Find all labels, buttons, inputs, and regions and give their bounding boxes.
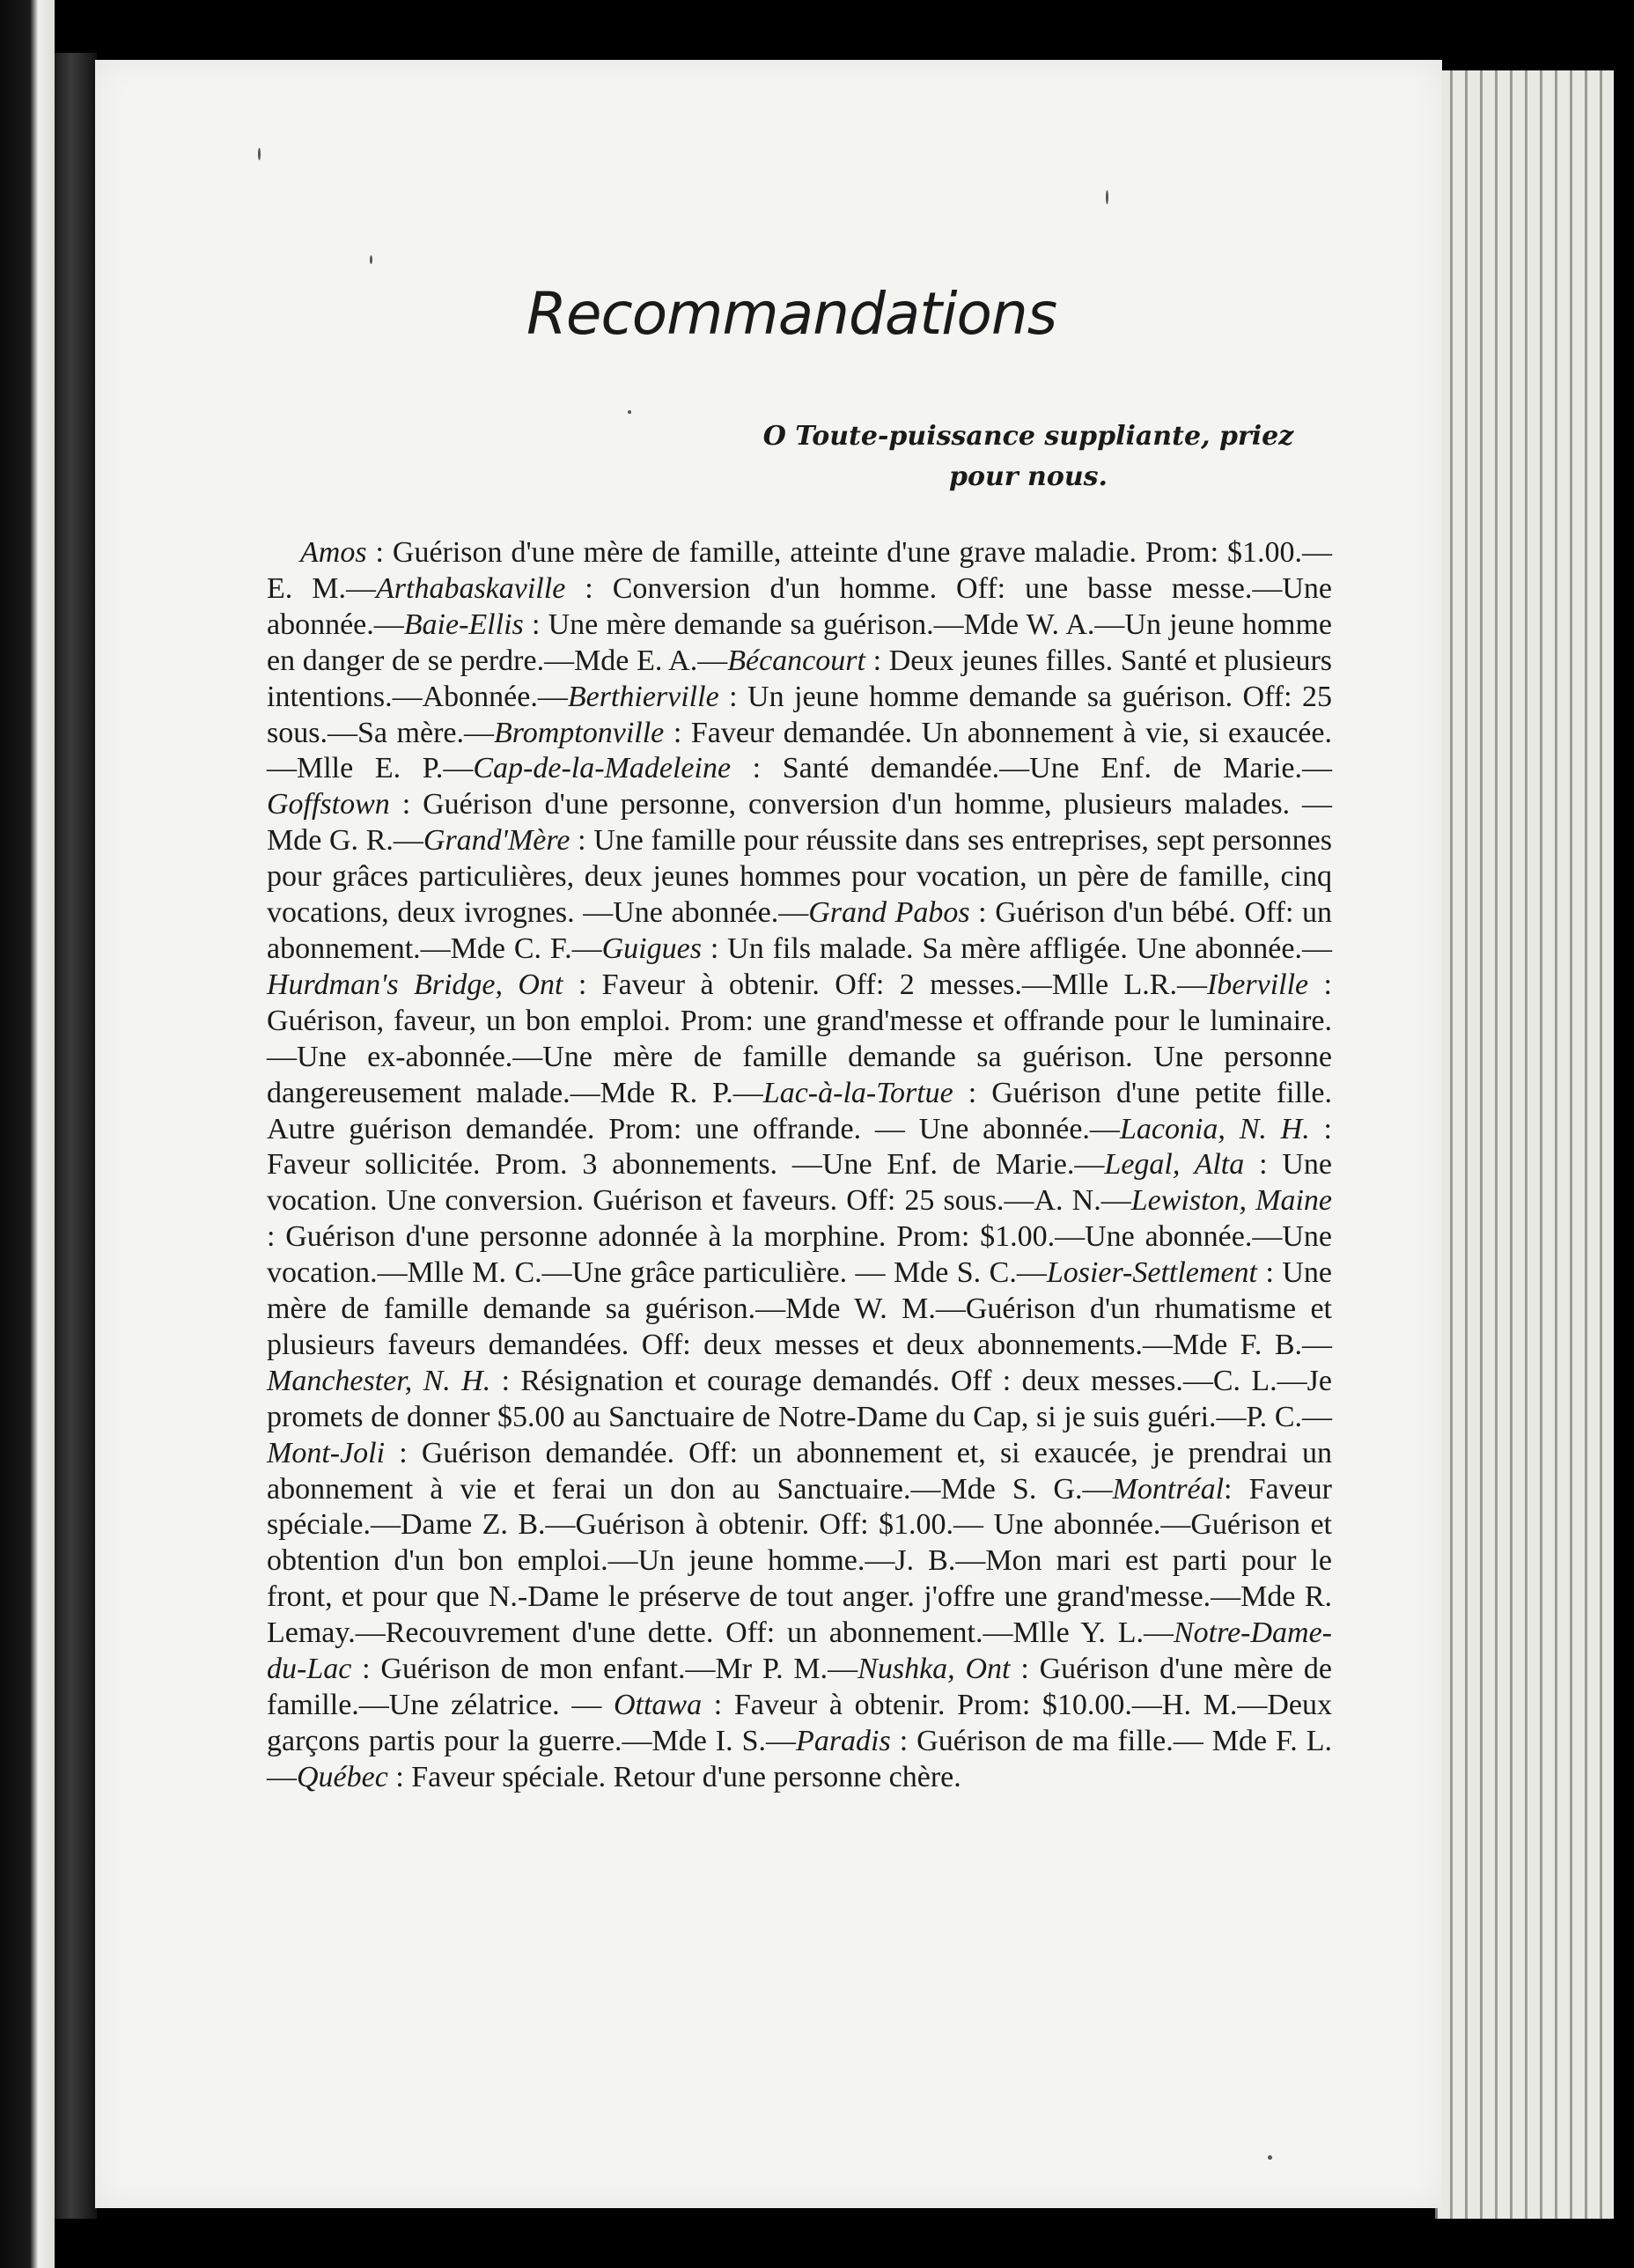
entry-place: Arthabaskaville xyxy=(376,571,566,605)
scan-speck xyxy=(258,148,261,160)
entry-text: : Guérison d'un bébé. Off: un abonnement.—Mde C. F.— xyxy=(267,896,1332,965)
entry-place: Legal, Alta xyxy=(1104,1148,1245,1182)
entry-text: : Guérison demandée. Off: un abonnement et, si exaucée, je prendrai un abonnement à vie et ferai un don au Sanctuaire.—Mde S. G.— xyxy=(267,1436,1332,1506)
recommendation-entry xyxy=(267,968,1207,1001)
recommendation-entry xyxy=(297,1761,961,1793)
entry-text: : Faveur spéciale. Retour d'une personne chère. xyxy=(387,1760,961,1793)
entry-place: Manchester, N. H. xyxy=(267,1364,491,1397)
entry-place: Montréal xyxy=(1112,1472,1225,1506)
entry-place: Amos xyxy=(300,536,367,569)
recommendation-entry xyxy=(602,932,1332,965)
book-gutter xyxy=(55,53,97,2219)
entry-text: : Guérison d'une mère de famille, atteinte d'une grave maladie. Prom: $1.00.—E. M.— xyxy=(267,536,1332,605)
entry-text: : Faveur à obtenir. Off: 2 messes.—Mlle L.R.— xyxy=(563,968,1207,1001)
scan-speck xyxy=(1268,2155,1272,2160)
entry-place: Laconia, N. H. xyxy=(1119,1112,1310,1145)
entry-place: Grand'Mère xyxy=(423,824,570,858)
entry-place: Notre-Dame-du-Lac xyxy=(267,1616,1332,1686)
scan-speck xyxy=(628,410,631,414)
entry-text: : Un jeune homme demande sa guérison. Off: 25 sous.—Sa mère.— xyxy=(267,680,1332,749)
entry-place: Goffstown xyxy=(267,788,390,821)
entry-place: Nushka, Ont xyxy=(857,1653,1011,1686)
entry-text: : Un fils malade. Sa mère affligée. Une abonnée.— xyxy=(701,932,1332,965)
recommendation-entry xyxy=(267,1365,1332,1433)
entry-text: : Résignation et courage demandés. Off : deux messes.—C. L.—Je promets de donner $5.00 au Sanctuaire de Notre-Dame du Cap, si je suis guéri.—P. C.— xyxy=(267,1364,1333,1433)
entry-place: Grand Pabos xyxy=(808,896,970,930)
entry-place: Québec xyxy=(297,1760,388,1793)
invocation-line-2: pour nous. xyxy=(948,461,1108,492)
entry-place: Iberville xyxy=(1206,968,1309,1001)
entry-place: Bécancourt xyxy=(727,644,865,677)
entry-place: Ottawa xyxy=(613,1689,703,1721)
entry-place: Baie-Ellis xyxy=(403,608,524,641)
entry-text: : Guérison d'une personne adonnée à la morphine. Prom: $1.00.—Une abonnée.—Une vocation.—Mlle M. C.—Une grâce particulière. — Mde S. C.— xyxy=(267,1220,1332,1290)
entry-text: : Une vocation. Une conversion. Guérison et faveurs. Off: 25 sous.—A. N.— xyxy=(267,1148,1332,1218)
entry-text: : Faveur spéciale.—Dame Z. B.—Guérison à obtenir. Off: $1.00.— Une abonnée.—Guérison et obtention d'un bon emploi.—Un jeune homme.—J. B.—Mon mari est parti pour le front, et pour que N.-Dame le préserve de tout anger. j'offre une grand'messe.—Mde R. Lemay.—Recouvrement d'une dette. Off: un abonnement.—Mlle Y. L.— xyxy=(267,1472,1333,1650)
entry-text: : Deux jeunes filles. Santé et plusieurs intentions.—Abonnée.— xyxy=(267,644,1333,713)
entry-text: : Faveur à obtenir. Prom: $10.00.—H. M.—Deux garçons partis pour la guerre.—Mde I. S.— xyxy=(267,1689,1332,1757)
book-page xyxy=(95,60,1442,2208)
page-title: Recommandations xyxy=(526,280,1057,348)
entry-place: Lac-à-la-Tortue xyxy=(762,1076,953,1109)
entry-text: : Une famille pour réussite dans ses entreprises, sept personnes pour grâces particulières, deux jeunes hommes pour vocation, un père de famille, cinq vocations, deux ivrognes. —Une abonnée.— xyxy=(267,824,1332,930)
entry-place: Mont-Joli xyxy=(267,1436,386,1469)
entry-text: : Guérison de mon enfant.—Mr P. M.— xyxy=(351,1653,858,1686)
entry-place: Guigues xyxy=(601,932,702,965)
entry-place: Berthierville xyxy=(567,680,719,713)
entry-text: : Guérison, faveur, un bon emploi. Prom: une grand'messe et offrande pour le luminaire.—Une ex-abonnée.—Une mère de famille demande sa guérison. Une personne dangereusement malade.—Mde R. P.— xyxy=(267,968,1332,1109)
entry-place: Bromptonville xyxy=(493,716,665,749)
entry-text: : Faveur sollicitée. Prom. 3 abonnements. —Une Enf. de Marie.— xyxy=(267,1112,1332,1182)
entry-text: : Conversion d'un homme. Off: une basse messe.—Une abonnée.— xyxy=(267,571,1333,641)
entry-place: Lewiston, Maine xyxy=(1130,1184,1332,1218)
entry-text: : Guérison d'une petite fille. Autre guérison demandée. Prom: une offrande. — Une abonnée.— xyxy=(267,1076,1332,1145)
entry-text: : Guérison d'une personne, conversion d'un homme, plusieurs malades. —Mde G. R.— xyxy=(267,788,1332,858)
page-stack-edges xyxy=(1435,70,1614,2219)
entry-place: Hurdman's Bridge, Ont xyxy=(267,968,563,1001)
recommendations-body xyxy=(267,535,1332,1796)
scan-speck xyxy=(370,255,372,264)
recommendation-entry xyxy=(473,752,1332,784)
invocation-line-1: O Toute-puissance suppliante, priez xyxy=(762,421,1294,452)
invocation-subtitle xyxy=(711,416,1345,497)
entry-text: : Guérison d'une mère de famille.—Une zélatrice. — xyxy=(267,1653,1333,1721)
entry-text: : Une mère demande sa guérison.—Mde W. A.—Un jeune homme en danger de se perdre.—Mde E. A.— xyxy=(267,608,1332,677)
entry-place: Losier-Settlement xyxy=(1046,1256,1257,1290)
entry-text: : Faveur demandée. Un abonnement à vie, si exaucée.—Mlle E. P.— xyxy=(267,716,1332,785)
entry-text: : Une mère de famille demande sa guérison.—Mde W. M.—Guérison d'un rhumatisme et plusieurs faveurs demandées. Off: deux messes et deux abonnements.—Mde F. B.— xyxy=(267,1256,1333,1361)
entry-place: Cap-de-la-Madeleine xyxy=(473,752,732,785)
scan-speck xyxy=(1106,190,1108,204)
book-binding-edge xyxy=(0,0,55,2268)
entry-text: : Santé demandée.—Une Enf. de Marie.— xyxy=(731,752,1332,785)
entry-place: Paradis xyxy=(796,1724,891,1757)
entry-text: : Guérison de ma fille.— Mde F. L.— xyxy=(267,1724,1333,1793)
